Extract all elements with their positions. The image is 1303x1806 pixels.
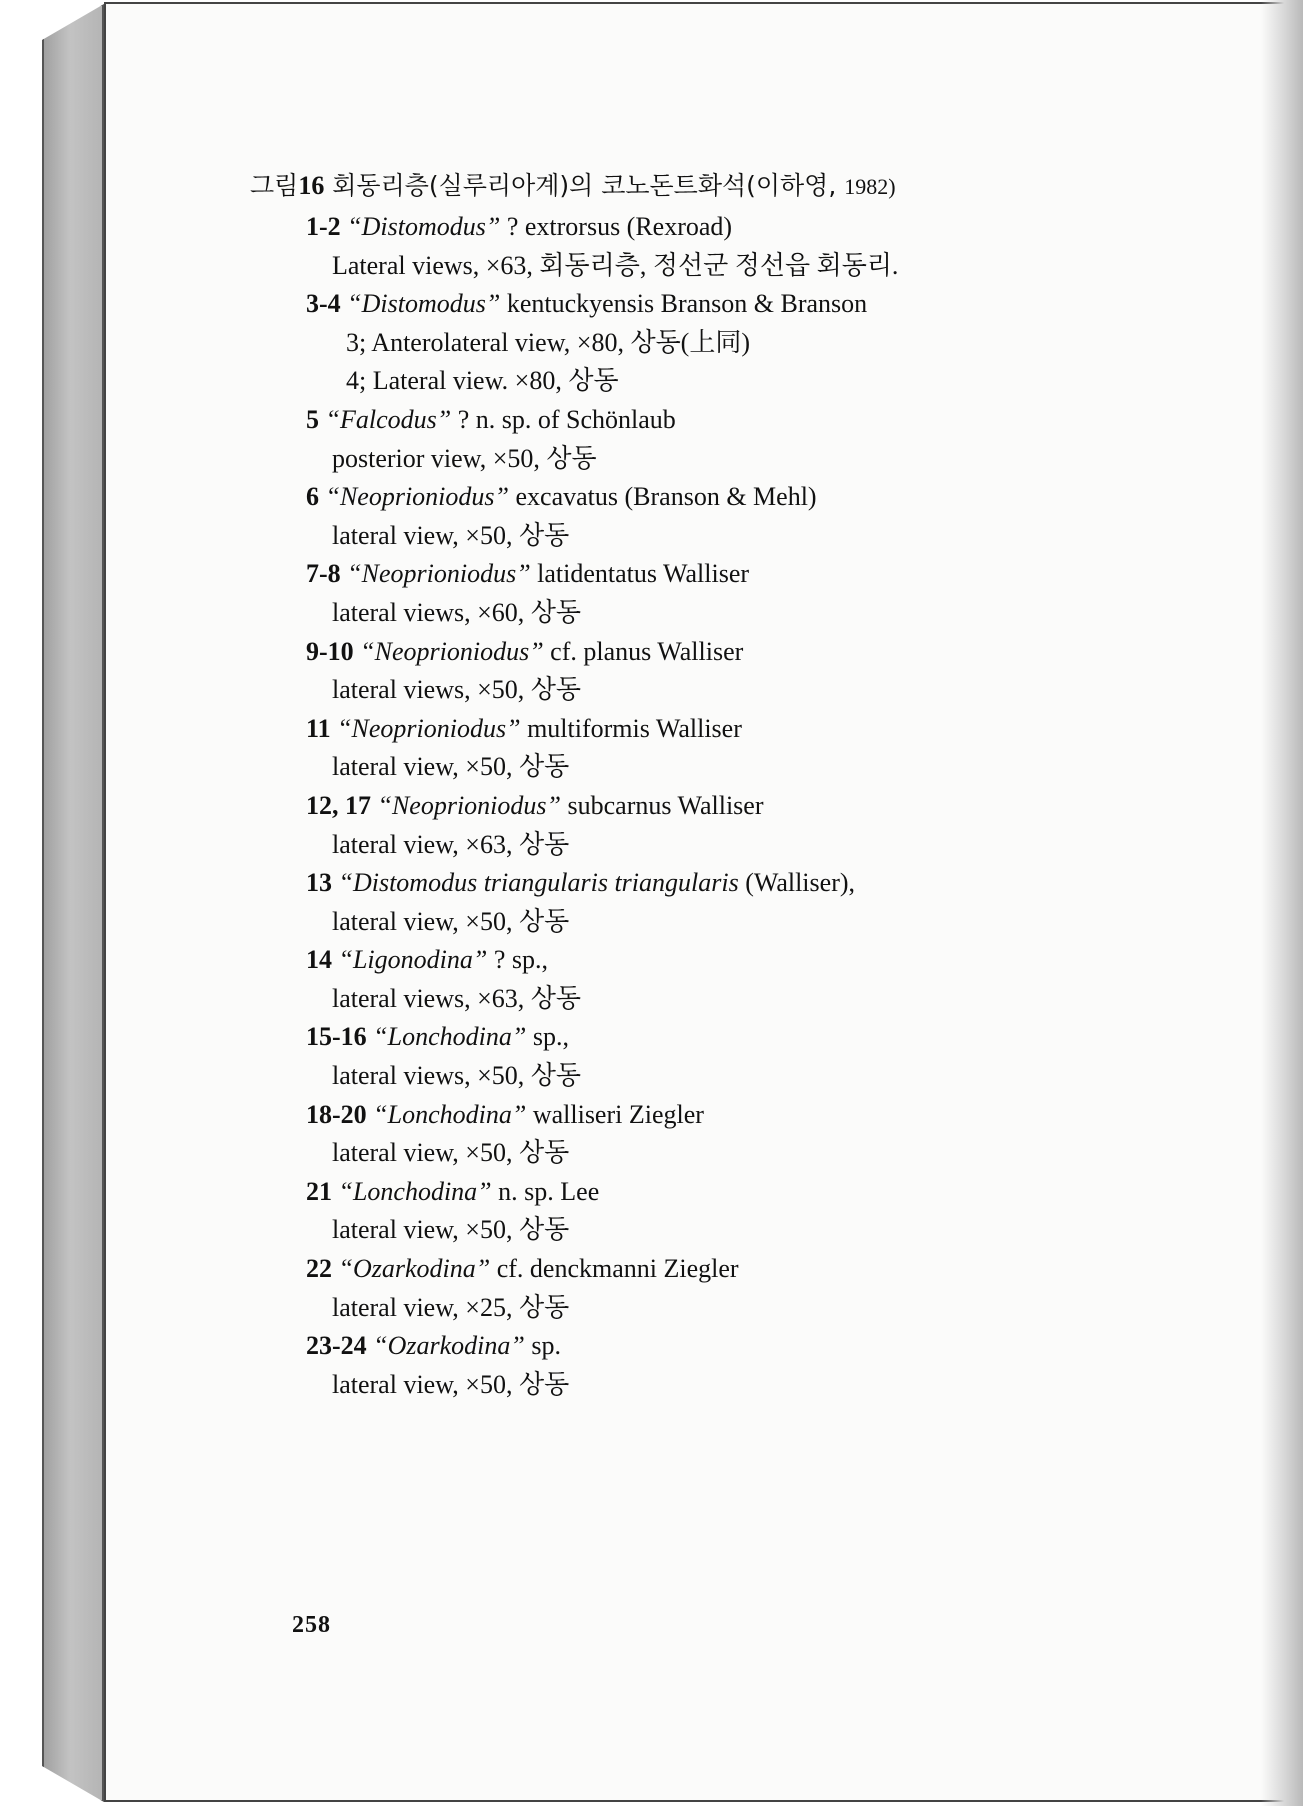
species-name: ? sp., (487, 945, 548, 975)
entry-number: 15-16 (306, 1022, 367, 1052)
entry-number: 14 (306, 945, 332, 975)
species-name: subcarnus Walliser (561, 790, 764, 820)
species-name: n. sp. Lee (491, 1176, 600, 1206)
species-entry (250, 1173, 1150, 1212)
species-entry (250, 555, 1150, 594)
species-entry (250, 1250, 1150, 1289)
species-entry (250, 1018, 1150, 1057)
entry-number: 21 (306, 1176, 332, 1206)
species-entry (250, 1327, 1150, 1366)
species-name: excavatus (Branson & Mehl) (509, 482, 817, 512)
genus-name: “Neoprioniodus” (360, 636, 544, 666)
species-name: latidentatus Walliser (530, 559, 750, 589)
entry-number: 18-20 (306, 1099, 367, 1129)
figure-title-text: 회동리층(실루리아계)의 코노돈트화석(이하영, (332, 171, 837, 200)
species-entry (250, 1096, 1150, 1135)
entry-number: 12, 17 (306, 790, 371, 820)
species-name: ? extrorsus (Rexroad) (500, 212, 733, 241)
species-entry (250, 787, 1150, 826)
species-name: sp. (524, 1331, 561, 1361)
entry-number: 3-4 (306, 289, 341, 319)
species-name: walliseri Ziegler (526, 1099, 704, 1129)
entry-number: 9-10 (306, 636, 354, 666)
species-name: sp., (526, 1022, 569, 1052)
view-description: lateral view, ×50, 상동 (332, 1369, 570, 1399)
species-name: ? n. sp. of Schönlaub (451, 404, 676, 434)
species-entry (250, 478, 1150, 517)
species-name: multiformis Walliser (520, 713, 742, 743)
genus-name: “Neoprioniodus” (347, 559, 531, 589)
genus-name: “Lonchodina” (373, 1022, 527, 1052)
figure-caption (250, 168, 1150, 1404)
view-description: lateral views, ×50, 상동 (332, 675, 582, 705)
entry-number: 7-8 (306, 559, 341, 589)
species-name: (Walliser), (738, 868, 856, 898)
page-number: 258 (292, 1612, 331, 1638)
genus-name: “Ligonodina” (338, 945, 488, 975)
genus-name: “Neoprioniodus” (325, 482, 509, 512)
view-description: lateral view, ×50, 상동 (332, 1215, 570, 1245)
book-spine-outline (42, 4, 104, 1802)
view-description: lateral views, ×63, 상동 (332, 983, 582, 1013)
entry-number: 1-2 (306, 212, 341, 241)
species-entry (250, 285, 1150, 324)
view-description: 3; Anterolateral view, ×80, 상동(上同) (346, 327, 750, 357)
view-description: lateral view, ×63, 상동 (332, 829, 570, 859)
species-entry (250, 208, 1150, 247)
view-description: lateral views, ×60, 상동 (332, 597, 582, 627)
view-description: lateral view, ×50, 상동 (332, 1138, 570, 1168)
genus-name: “Lonchodina” (338, 1176, 492, 1206)
genus-name: “Neoprioniodus” (377, 790, 561, 820)
species-entry (250, 401, 1150, 440)
view-description: 4; Lateral view. ×80, 상동 (346, 366, 619, 396)
entry-number: 22 (306, 1254, 332, 1284)
figure-year: 1982) (844, 174, 896, 199)
species-entry (250, 941, 1150, 980)
genus-name: “Distomodus” (347, 289, 501, 319)
genus-name: “Neoprioniodus” (337, 713, 521, 743)
entry-number: 5 (306, 404, 319, 434)
genus-name: “Lonchodina” (373, 1099, 527, 1129)
entry-number: 6 (306, 482, 319, 512)
figure-prefix: 그림 (250, 171, 299, 200)
genus-name: “Falcodus” (325, 404, 452, 434)
entry-number: 11 (306, 713, 331, 743)
species-name: cf. planus Walliser (543, 636, 744, 666)
species-entry (250, 710, 1150, 749)
figure-title (250, 168, 1150, 208)
genus-name: “Distomodus” (347, 212, 501, 241)
genus-name: “Distomodus triangularis triangularis (338, 868, 739, 898)
view-description: lateral view, ×50, 상동 (332, 752, 570, 782)
figure-number: 16 (298, 171, 325, 200)
species-name: kentuckyensis Branson & Branson (500, 289, 868, 319)
page-edge-shadow (1261, 0, 1303, 1806)
view-description: Lateral views, ×63, 회동리층, 정선군 정선읍 회동리. (332, 250, 899, 280)
species-entry (250, 864, 1150, 903)
genus-name: “Ozarkodina” (373, 1331, 525, 1361)
view-description: lateral view, ×50, 상동 (332, 906, 570, 936)
species-entry (250, 633, 1150, 672)
view-description: lateral views, ×50, 상동 (332, 1061, 582, 1091)
species-name: cf. denckmanni Ziegler (490, 1254, 739, 1284)
genus-name: “Ozarkodina” (338, 1254, 491, 1284)
entry-number: 13 (306, 868, 332, 898)
view-description: posterior view, ×50, 상동 (332, 443, 597, 473)
entry-number: 23-24 (306, 1331, 367, 1361)
view-description: lateral view, ×25, 상동 (332, 1292, 570, 1322)
caption-entries (250, 208, 1150, 1404)
view-description: lateral view, ×50, 상동 (332, 520, 570, 550)
